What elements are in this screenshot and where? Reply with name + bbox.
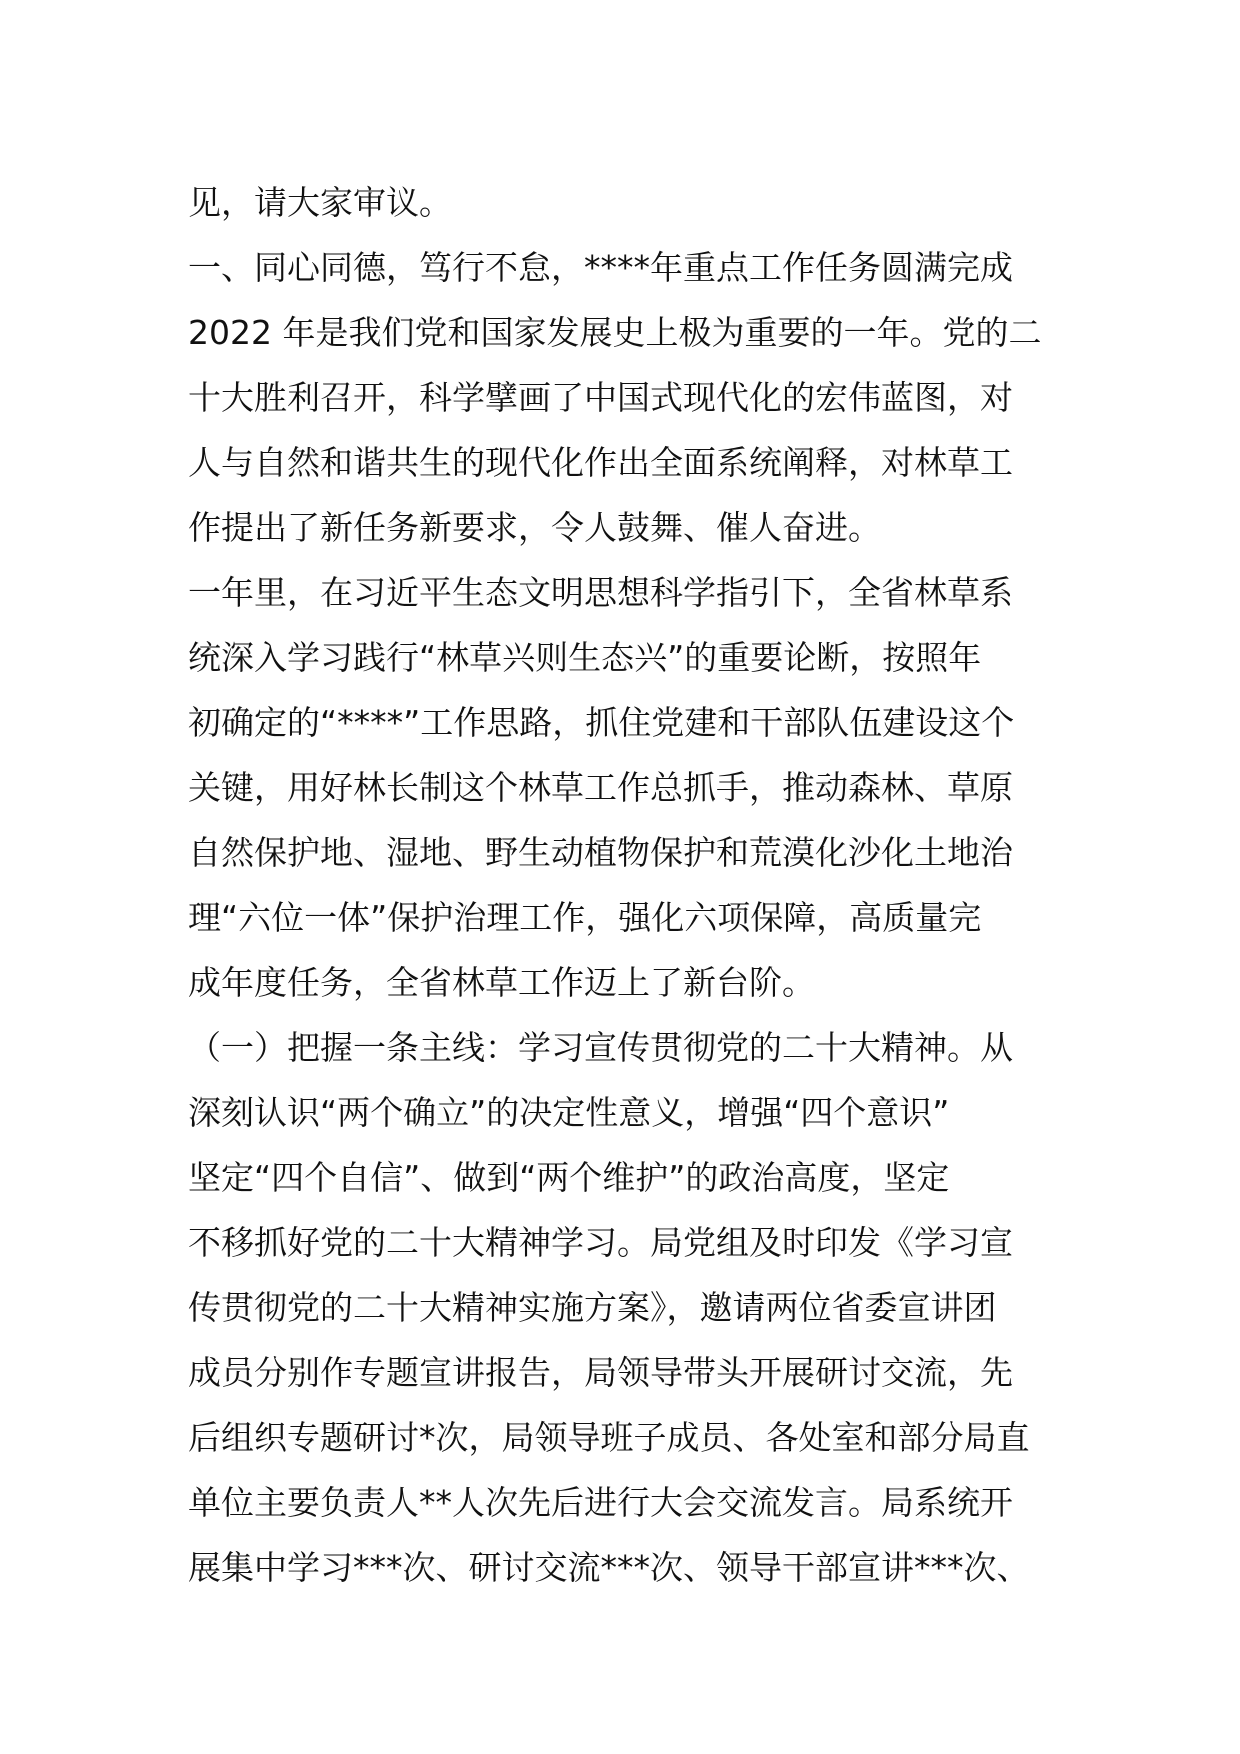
subsection-heading: （一）把握一条主线：学习宣传贯彻党的二十大精神。从	[188, 1028, 1013, 1067]
text-line: 关键，用好林长制这个林草工作总抓手，推动森林、草原	[188, 768, 1013, 807]
text-line: 见，请大家审议。	[188, 183, 452, 222]
text-line: 深刻认识“两个确立”的决定性意义，增强“四个意识”	[188, 1093, 950, 1132]
text-line: 统深入学习践行“林草兴则生态兴”的重要论断，按照年	[188, 638, 982, 677]
text-line: 坚定“四个自信”、做到“两个维护”的政治高度，坚定	[188, 1158, 950, 1197]
body-text	[188, 170, 1068, 1600]
text-line: 2022 年是我们党和国家发展史上极为重要的一年。党的二	[188, 313, 1042, 352]
text-line: 成年度任务，全省林草工作迈上了新台阶。	[188, 963, 815, 1002]
text-line: 作提出了新任务新要求，令人鼓舞、催人奋进。	[188, 508, 881, 547]
text-line: 不移抓好党的二十大精神学习。局党组及时印发《学习宣	[188, 1223, 1013, 1262]
text-line: 理“六位一体”保护治理工作，强化六项保障，高质量完	[188, 898, 982, 937]
text-line: 后组织专题研讨*次，局领导班子成员、各处室和部分局直	[188, 1418, 1030, 1457]
text-line: 十大胜利召开，科学擘画了中国式现代化的宏伟蓝图，对	[188, 378, 1013, 417]
text-line: 单位主要负责人**人次先后进行大会交流发言。局系统开	[188, 1483, 1013, 1522]
section-heading: 一、同心同德，笃行不怠，****年重点工作任务圆满完成	[188, 248, 1013, 287]
text-line: 展集中学习***次、研讨交流***次、领导干部宣讲***次、	[188, 1548, 1030, 1587]
text-line: 一年里，在习近平生态文明思想科学指引下，全省林草系	[188, 573, 1013, 612]
text-line: 人与自然和谐共生的现代化作出全面系统阐释，对林草工	[188, 443, 1013, 482]
text-line: 成员分别作专题宣讲报告，局领导带头开展研讨交流，先	[188, 1353, 1013, 1392]
text-line: 自然保护地、湿地、野生动植物保护和荒漠化沙化土地治	[188, 833, 1013, 872]
text-line: 传贯彻党的二十大精神实施方案》，邀请两位省委宣讲团	[188, 1288, 997, 1327]
text-line: 初确定的“****”工作思路，抓住党建和干部队伍建设这个	[188, 703, 1015, 742]
